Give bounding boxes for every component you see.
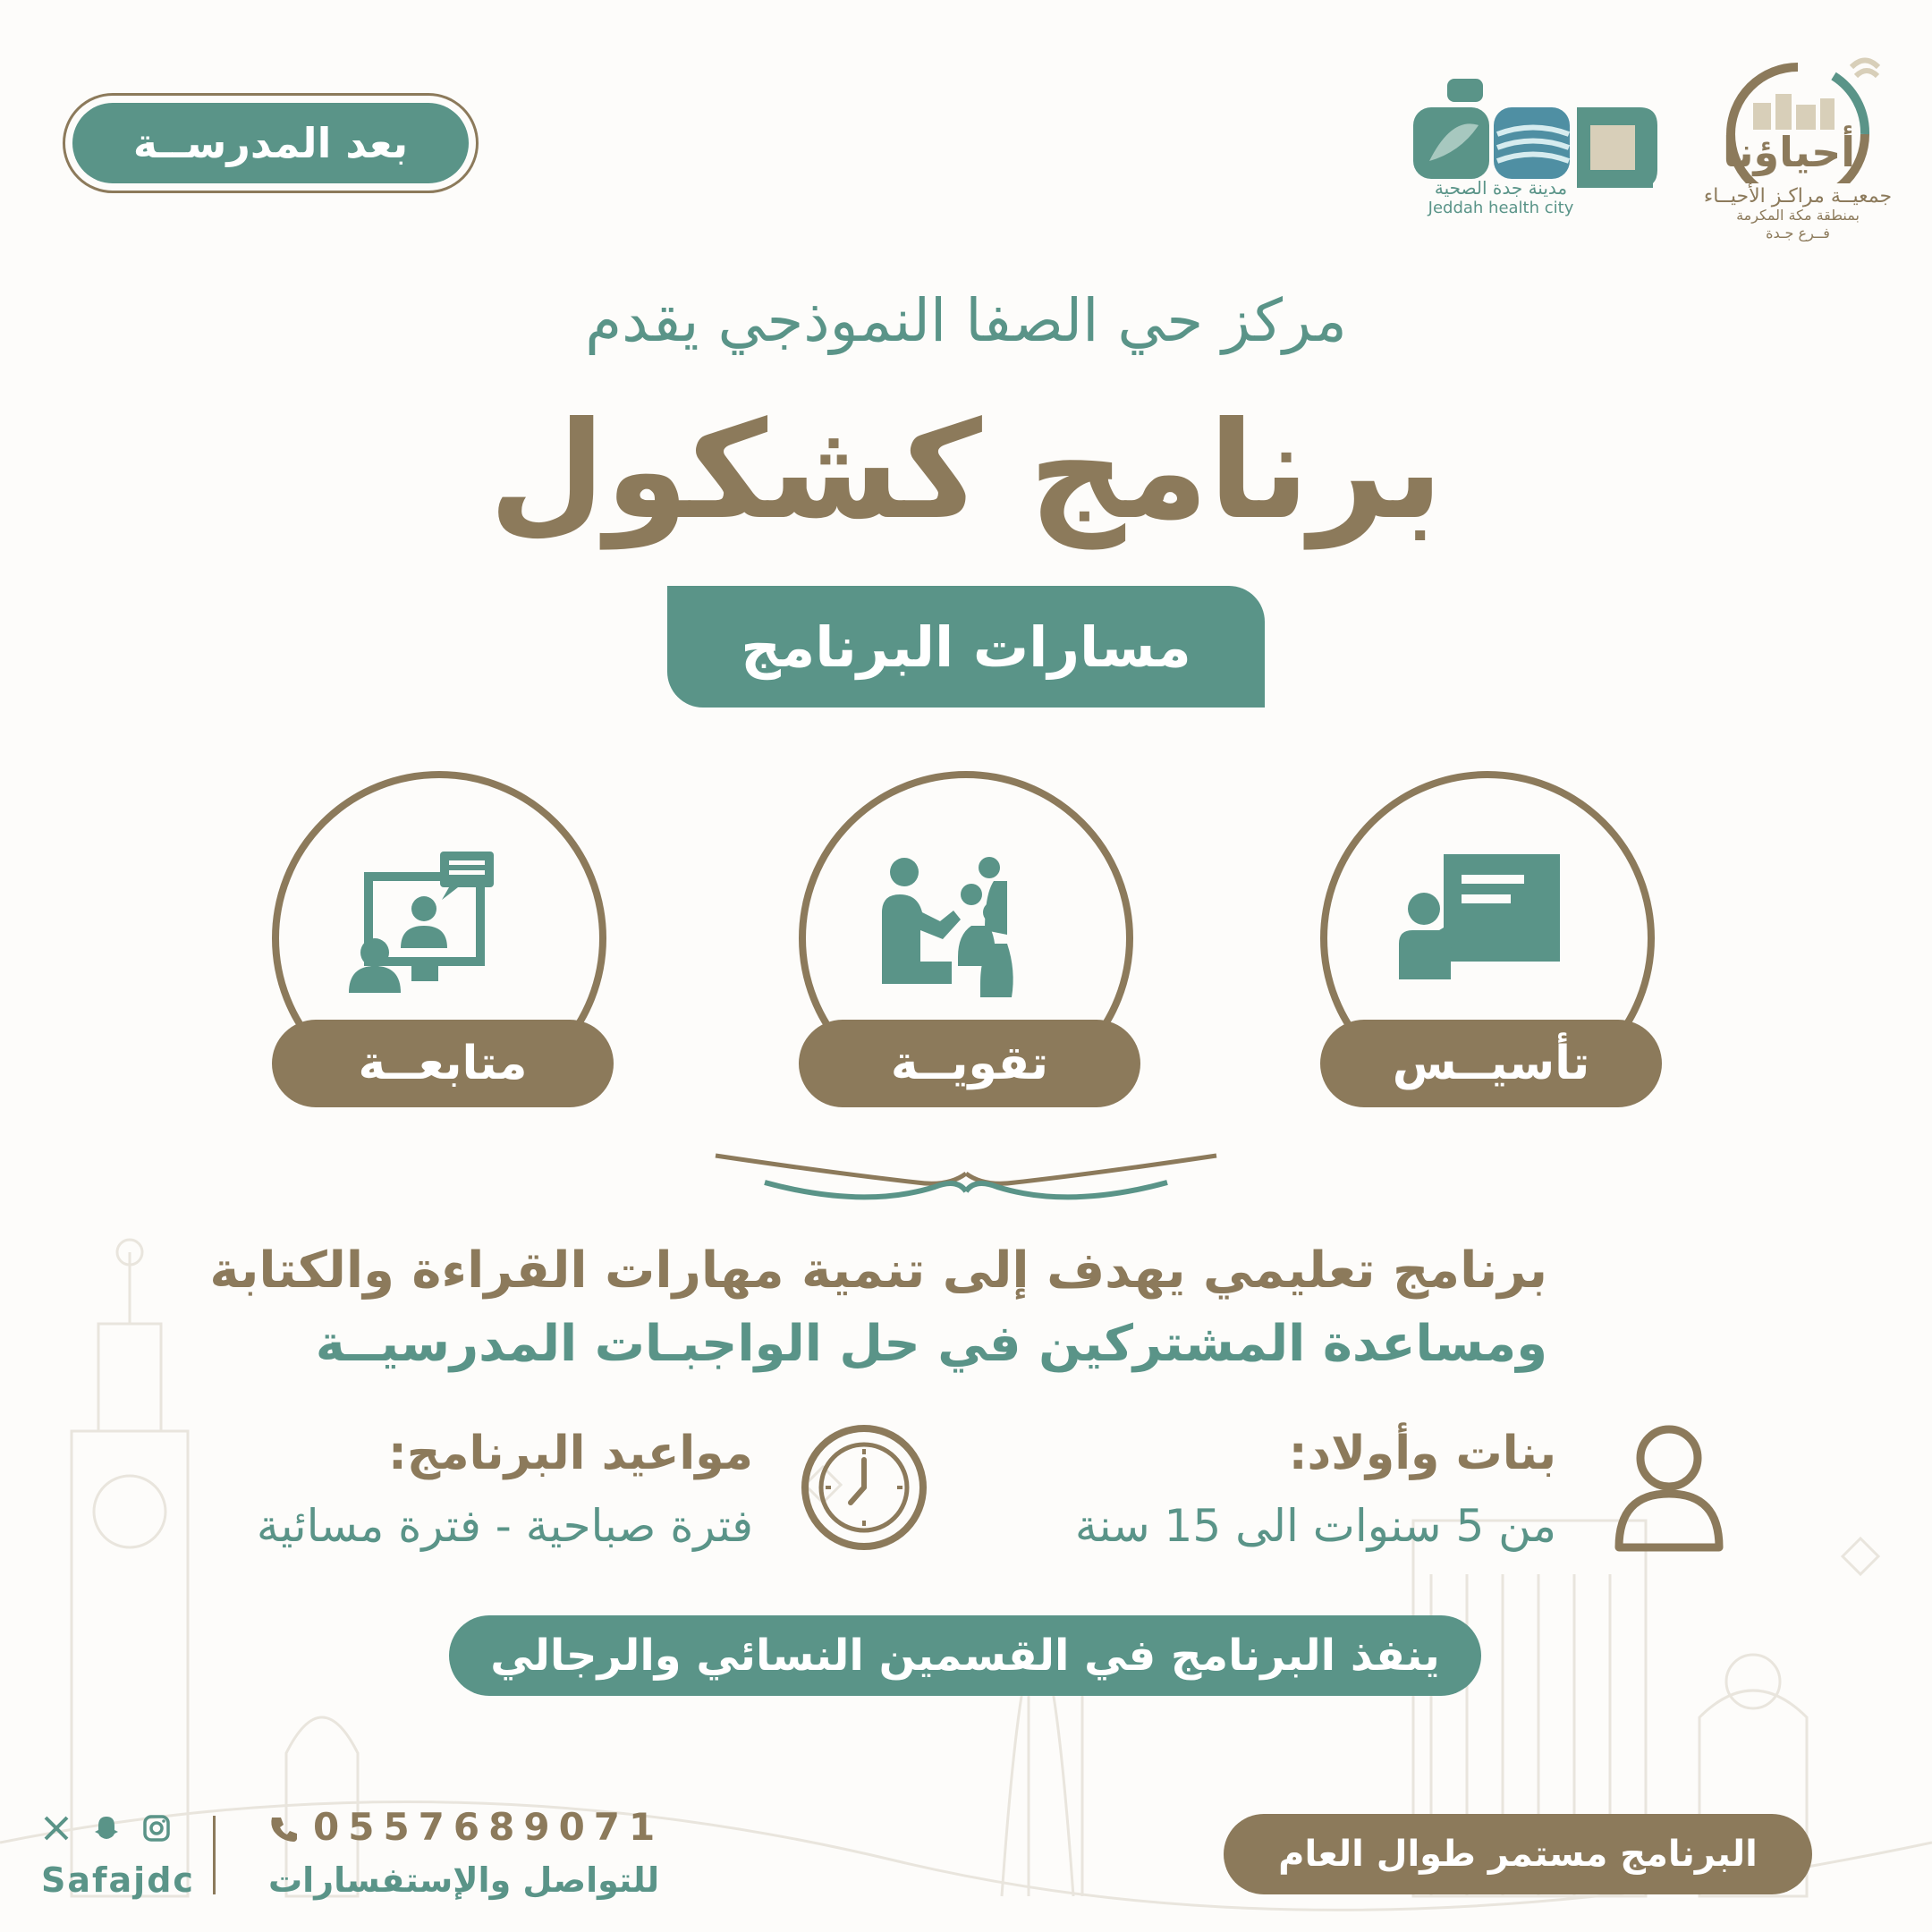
contact-label: للتواصل والإستفسارات <box>268 1860 660 1900</box>
program-title: برنامج كشكول <box>488 394 1444 549</box>
contact-phone-number[interactable]: 0557689071 <box>313 1805 665 1849</box>
jeddah-health-city-logo <box>1411 72 1662 224</box>
after-school-label: بعد المدرســة <box>72 103 469 183</box>
phone-icon <box>268 1814 299 1844</box>
ahyauna-logo-line2: بمنطقة مكة المكرمة <box>1736 207 1860 224</box>
ahyauna-logo-name: أحياؤنا <box>1722 128 1856 176</box>
program-tracks-banner: مسارات البرنامج <box>667 586 1265 708</box>
instagram-icon[interactable] <box>141 1813 172 1843</box>
decorative-ornament-divider <box>711 1147 1221 1202</box>
track-reinforcement-label: تقويــة <box>799 1020 1140 1107</box>
snapchat-icon[interactable] <box>91 1813 122 1843</box>
social-handle[interactable]: Safajdc <box>41 1860 195 1900</box>
track-foundation-label: تأسيــس <box>1320 1020 1662 1107</box>
center-intro-subtitle: مركز حي الصفا النموذجي يقدم <box>585 286 1347 355</box>
jeddah-logo-icon <box>1411 72 1662 188</box>
after-school-badge <box>63 93 479 193</box>
audience-title: بنات وأولاد: <box>1288 1427 1556 1480</box>
ahyauna-logo-line1: جمعيــة مراكـز الأحيــاء <box>1703 185 1893 208</box>
ahyauna-logo-line3: فــرع جـدة <box>1766 225 1830 242</box>
branches-note-banner: ينفذ البرنامج في القسمين النسائي والرجالي <box>449 1615 1481 1696</box>
clock-icon <box>799 1422 929 1553</box>
schedule-periods: فترة صباحية - فترة مسائية <box>256 1500 753 1552</box>
jeddah-logo-english: Jeddah health city <box>1428 199 1574 217</box>
footer-divider <box>213 1816 216 1894</box>
program-description-line2: ومساعدة المشتركين في حل الواجبـات المدرسيــة <box>315 1315 1547 1373</box>
year-round-note-banner: البرنامج مستمر طوال العام <box>1224 1814 1812 1894</box>
x-icon[interactable] <box>41 1813 72 1843</box>
program-description-line1: برنامج تعليمي يهدف إلى تنمية مهارات القراءة والكتابة <box>209 1241 1547 1300</box>
track-followup-label: متابعــة <box>272 1020 614 1107</box>
ahyauna-logo <box>1699 49 1896 246</box>
social-icons <box>41 1809 184 1848</box>
audience-age-range: من 5 سنوات الى 15 سنة <box>1074 1500 1556 1552</box>
schedule-title: مواعيد البرنامج: <box>388 1427 753 1480</box>
jeddah-logo-arabic: مدينة جدة الصحية <box>1434 177 1568 199</box>
person-icon <box>1610 1422 1728 1556</box>
